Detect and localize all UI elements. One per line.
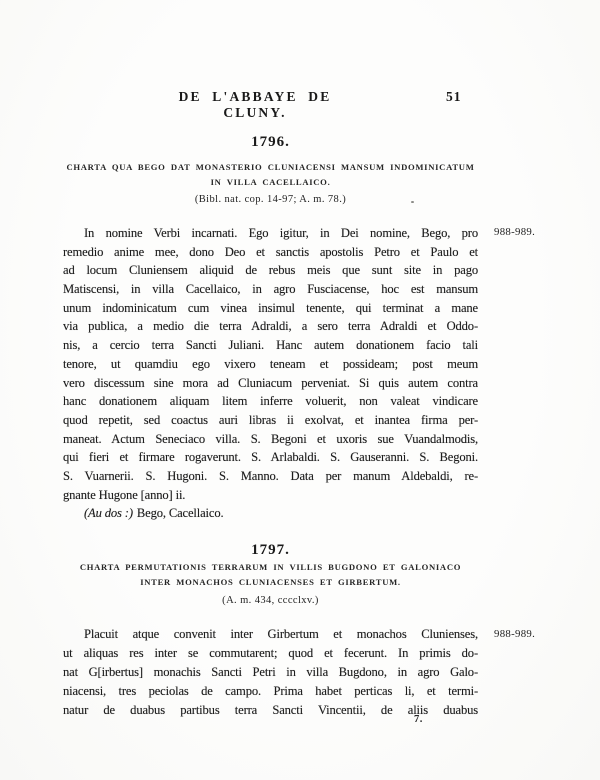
au-dos-label: (Au dos :) — [84, 506, 133, 521]
body-line: niacensi, tres peciolas de campo. Prima habet perticas li, et termi- — [63, 684, 478, 698]
body-line: ad locum Cluniensem aliquid de rebus meis que sunt site in pago — [63, 263, 478, 278]
body-line: remedio anime mee, dono Deo et sanctis apostolis Petro et Paulo et — [63, 244, 478, 259]
body-line: vero discessum sine mora ad Cluniacum perveniat. Si quis autem contra — [63, 375, 478, 390]
running-head-title: DE L'ABBAYE DE CLUNY. — [178, 89, 332, 120]
charter-1797-margin-date: 988-989. — [494, 628, 536, 640]
charter-1797-title — [63, 560, 478, 590]
charter-1797-body — [63, 625, 478, 720]
charter-1797-number: 1797. — [251, 542, 290, 558]
charter-1796-citation: (Bibl. nat. cop. 14-97; A. m. 78.) — [194, 194, 347, 205]
body-line: tenore, ut quamdiu ego vixero teneam et possideam; post meum — [63, 356, 478, 371]
charter-1796-number: 1796. — [251, 134, 290, 150]
body-line: natur de duabus partibus terra Sancti Vincentii, de aliis duabus — [63, 703, 478, 717]
charter-1796-body — [63, 224, 478, 523]
scan-speck — [411, 201, 414, 203]
charter-1796-margin-date: 988-989. — [494, 226, 536, 238]
body-line: quod repetit, sed coactus auri libras ii exolvat, et inantea firma per- — [63, 412, 478, 427]
au-dos-text: Bego, Cacellaico. — [136, 506, 224, 521]
au-dos-line — [63, 504, 478, 523]
body-line: maneat. Actum Seneciaco villa. S. Begoni et uxoris sue Vuandalmodis, — [63, 431, 478, 446]
signature-mark: 7. — [414, 714, 423, 725]
body-line: nat G[irbertus] monachis Sancti Petri in villa Bugdono, in agro Galo- — [63, 665, 478, 679]
charter-1797-title-line1: CHARTA PERMUTATIONIS TERRARUM IN VILLIS BUGDONO ET GALONIACO — [79, 562, 462, 572]
charter-1796-title-line2: IN VILLA CACELLAICO. — [210, 177, 331, 187]
body-line: Placuit atque convenit inter Girbertum et monachos Clunienses, — [84, 627, 478, 641]
charter-1797-title-line2: INTER MONACHOS CLUNIACENSES ET GIRBERTUM. — [140, 577, 401, 587]
body-line: hanc donationem aliquam litem inferre voluerit, non valeat vindicare — [63, 394, 478, 409]
body-line: qui fieri et firmare rogaverunt. S. Arlabaldi. S. Gauseranni. S. Begoni. — [63, 450, 478, 465]
body-line: unum indominicatum cum vinea insimul tenente, qui terminat a mane — [63, 300, 478, 315]
body-line: gnante Hugone [anno] ii. — [63, 487, 186, 502]
page-number: 51 — [446, 89, 462, 104]
body-line: nis, a cercio terra Sancti Juliani. Hanc autem donationem facio tali — [63, 338, 478, 353]
body-line: Matiscensi, in villa Cacellaico, in agro Fusciacense, hoc est mansum — [63, 282, 478, 297]
charter-1797-citation: (A. m. 434, cccclxv.) — [222, 595, 319, 606]
charter-1796-title — [63, 160, 478, 190]
charter-1796-title-line1: CHARTA QUA BEGO DAT MONASTERIO CLUNIACENSI MANSUM INDOMINICATUM — [66, 162, 475, 172]
body-line: via publica, a medio die terra Adraldi, a sero terra Adraldi et Oddo- — [63, 319, 478, 334]
body-line: In nomine Verbi incarnati. Ego igitur, in Dei nomine, Bego, pro — [84, 226, 478, 240]
body-line: ut aliquas res inter se commutarent; quod et fecerunt. In primis do- — [63, 646, 478, 660]
body-line: S. Vuarnerii. S. Hugoni. S. Manno. Data per manum Aldebaldi, re- — [63, 468, 478, 483]
